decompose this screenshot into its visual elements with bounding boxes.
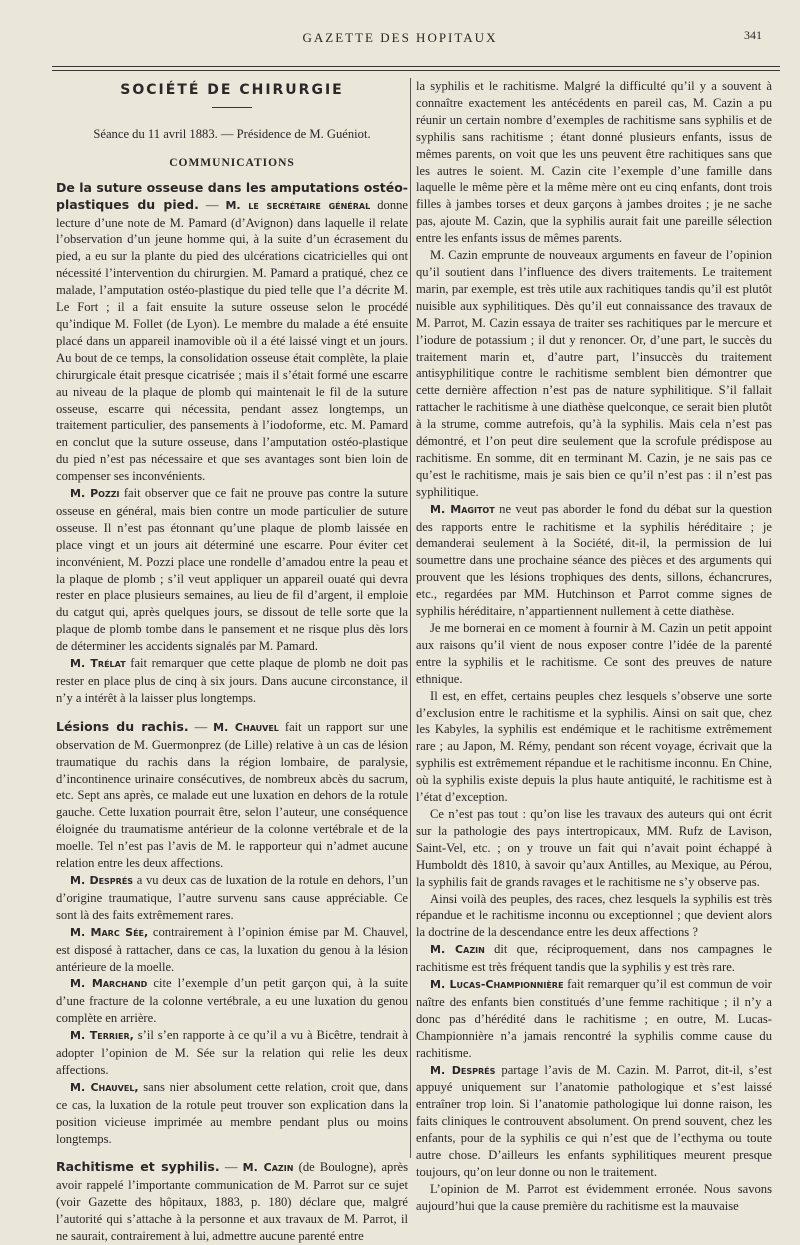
topic-heading: Rachitisme et syphilis. [56,1159,220,1175]
paragraph-text: (de Boulogne), après avoir rappelé l’importante communication de M. Parrot sur ce sujet (voir Gazette des hôpitaux, 1883, p. 180) déclare que, malgré l’autorité qui s’attache à la personne et aux travaux de M. Parrot, il ne saurait, contrairement à lui, admettre aucune parenté entre [56,1160,409,1244]
speaker-name: M. Després [70,873,134,887]
column-divider [410,78,411,1158]
topic-heading: Lésions du rachis. [56,718,189,734]
paragraph-text: L’opinion de M. Parrot est évidemment erronée. Nous savons aujourd’hui que la cause première du rachitisme est la mauvaise [416,1181,772,1213]
paragraph-text: a vu deux cas de luxation de la rotule en dehors, l’un d’origine traumatique, l’autre survenu sans cause appréciable. Ce sont là des faits extrêmement rares. [56,872,408,922]
paragraph [56,975,408,1027]
header-rule [52,66,780,67]
paragraph-text: fait remarquer qu’il est commun de voir naître des enfants bien constitués d’une femme rachitique ; il n’y a donc pas d’hérédité dans le rachitisme ; en outre, M. Lucas-Championnière n’a jamais rencontré la syphilis comme cause du rachitisme. [416,977,772,1060]
speaker-name: M. Pozzi [70,487,120,501]
right-column [416,78,772,1215]
paragraph [416,78,772,247]
paragraph-text: Ce n’est pas tout : qu’on lise les travaux des auteurs qui ont écrit sur la pathologie des pays intertropicaux, MM. Rufz de Lavison, Saint-Vel, etc. ; on y trouve un fait qui n’avait point échappé à Humboldt dès 1810, à savoir qu’aux Antilles, au Mexique, au Pérou, la syphilis fait de grands ravages et le rachitisme ne s’y observe pas. [416,806,772,889]
paragraph [416,247,772,501]
session-line: Séance du 11 avril 1883. — Présidence de M. Guéniot. [93,126,371,141]
communications-heading: COMMUNICATIONS [169,156,295,169]
paragraph-text: partage l’avis de M. Cazin. M. Parrot, dit-il, s’est appuyé uniquement sur l’anatomie pathologique et s’est laissé entraîner trop loin. Si l’anatomie pathologique lui donne raison, les faits cliniques le controuvent absolument. On prend souvent, chez les enfants, pour de la syphilis ce qui n’est que de l’ecthyma ou toute autre chose. D’ailleurs les enfants syphilitiques meurent presque toujours, qu’on leur donne ou non le traitement. [416,1062,772,1179]
speaker-name: M. Després [430,1063,496,1077]
speaker-name: M. le secrétaire général [225,198,371,212]
paragraph [416,620,772,688]
paragraph [56,1079,408,1148]
speaker-name: M. Cazin [242,1161,294,1175]
paragraph [416,806,772,891]
paragraph-text: s’il s’en rapporte à ce qu’il a vu à Bicêtre, tendrait à adopter l’opinion de M. Sée sur la relation qui relie les deux affections. [56,1028,408,1077]
paragraph [416,976,772,1062]
title-rule [212,107,252,108]
paragraph [416,891,772,942]
paragraph [56,1027,408,1079]
paragraph [56,655,408,707]
paragraph [56,924,408,976]
speaker-name: M. Trélat [70,657,126,671]
page-number: 341 [744,28,762,42]
paragraph-text: donne lecture d’une note de M. Pamard (d’Avignon) dans laquelle il relate l’observation d’un jeune homme qui, à la suite d’un écrasement du pied, a eu sur la plante du pied des ulcérations cicatricielles qui ont nécessité l’intervention du chirurgien. M. Pamard a pratiqué, chez ce malade, l’amputation ostéo-plastique du pied telle que l’a décrite M. Le Fort ; il a fait ensuite la suture osseuse selon le procédé qu’indique M. Follet (de Lyon). Le membre du malade a été ensuite placé dans un appareil inamovible où il a été laissé vingt et un jours. Au bout de ce temps, la consolidation osseuse était complète, la plaie chirurgicale était presque cicatrisée ; mais il s’était formé une escarre au niveau de la plaque de plomb qui maintenait le fil de la suture osseuse, escarre qui nécessita, pendant assez longtemps, un traitement particulier, des pansements à l’iodoforme, etc. M. Pamard en conclut que la suture osseuse, dans l’amputation ostéo-plastique du pied n’est pas nécessaire et que ses avantages sont bien loin de compenser ses inconvénients. [56,197,409,484]
paragraph: Lésions du rachis. — M. Chauvel fait un rapport sur une observation de M. Guermonprez (de Lille) relative à un cas de lésion traumatique du rachis dans la région lombaire, de paralysie, d’incontinence urinaire consécutives, de nombreux abcès du sacrum, etc. Sept ans après, ce malade eut une luxation en dehors de la rotule gauche. Cette luxation pourrait être, selon l’auteur, une conséquence éloignée du traumatisme antérieur de la colonne vertébrale et de la moelle. Tel n’est pas l’avis de M. le rapporteur qui n’admet aucune relation entre les deux affections. [56,718,409,871]
paragraph [56,872,408,924]
speaker-name: M. Lucas-Championnière [430,978,564,992]
paragraph-text: ne veut pas aborder le fond du débat sur la question des rapports entre le rachitisme et la syphilis héréditaire ; je demanderai seulement à la Société, dit-il, la permission de lui soumettre dans une prochaine séance des pièces et des arguments qui prouvent que les lésions trophiques des dents, sillons, échancrures, etc., regardées par MM. Hutchinson et Parrot comme signes de syphilis héréditaire, n’appartiennent nullement à cette diathèse. [416,501,772,619]
paragraph: De la suture osseuse dans les amputations ostéo-plastiques du pied. — M. le secrétaire général donne lecture d’une note de M. Pamard (d’Avignon) dans laquelle il relate l’observation d’un jeune homme qui, à la suite d’un écrasement du pied, a eu sur la plante du pied des ulcérations cicatricielles qui ont nécessité l’intervention du chirurgien. M. Pamard a pratiqué, chez ce malade, l’amputation ostéo-plastique du pied telle que l’a décrite M. Le Fort ; il a fait ensuite la suture osseuse selon le procédé qu’indique M. Follet (de Lyon). Le membre du malade a été ensuite placé dans un appareil inamovible où il a été laissé vingt et un jours. Au bout de ce temps, la consolidation osseuse était complète, la plaie chirurgicale était presque cicatrisée ; mais il s’était formé une escarre au niveau de la plaque de plomb qui maintenait le fil de la suture osseuse, escarre qui nécessita, pendant assez longtemps, un traitement particulier, des pansements à l’iodoforme, etc. M. Pamard en conclut que la suture osseuse, dans l’amputation ostéo-plastique du pied n’est pas nécessaire et que ses avantages sont bien loin de compenser ses inconvénients. [56,179,409,484]
speaker-name: M. Marc Sée, [70,925,149,939]
speaker-name: M. Magitot [430,502,495,516]
paragraph [416,1062,772,1181]
speaker-name: M. Chauvel [213,720,279,734]
paragraph [416,1181,772,1215]
header-rule-thin [52,70,780,71]
paragraph [56,485,408,655]
paragraph-text: fait observer que ce fait ne prouve pas contre la suture osseuse en général, mais bien contre un mode particulier de suture osseuse. Il n’est pas étonnant qu’une plaque de plomb laissée en place vingt et un jours ait déterminé une escarre. Pour éviter cet inconvénient, M. Pozzi place une rondelle d’amadou entre la peau et la plaque de plomb ; s’il veut appliquer un appareil ouaté qui devra rester en place plusieurs semaines, au lieu de fil d’argent, il emploie du catgut qui, après quelques jours, se dissout de telle sorte que la plaque de plomb tombe dans le pansement et ne risque plus dès lors de déterminer les accidents signalés par M. Pamard. [56,486,408,654]
paragraph-text: Je me bornerai en ce moment à fournir à M. Cazin un petit appoint aux raisons qu’il vient de nous exposer contre l’idée de la parenté entre la syphilis et le rachitisme. Ce sont des preuves de nature ethnique. [416,621,772,686]
speaker-name: M. Chauvel, [70,1080,139,1094]
left-column [56,78,408,1245]
running-title: GAZETTE DES HOPITAUX [302,30,498,45]
speaker-name: M. Marchand [70,977,148,991]
paragraph-text: la syphilis et le rachitisme. Malgré la difficulté qu’il y a souvent à connaître exactement les antécédents en pareil cas, M. Cazin a pu réunir un certain nombre d’exemples de rachitisme sans syphilis et de syphilis sans rachitisme ; étant donné plusieurs enfants, issus de mêmes parents, on voit que les uns peuvent être rachitiques sans que les autres le soient. M. Cazin cite l’exemple d’une famille dans laquelle le même père et la même mère ont eu cinq enfants, dont trois filles à jambes torses et deux garçons à jambes droites ; je ne sache pas, ajoute M. Cazin, que la syphilis aurait fait une pareille sélection entre les enfants issus de mêmes parents. [416,79,772,246]
paragraph-text: Ainsi voilà des peuples, des races, chez lesquels la syphilis est très répandue et le rachitisme inconnu ou exceptionnel ; que devient alors la doctrine de la descendance entre les deux affections ? [416,891,772,940]
paragraph-text: sans nier absolument cette relation, croit que, dans ce cas, la luxation de la rotule peut trouver son explication dans la position vicieuse imprimée au membre pendant plus ou moins longtemps. [56,1079,408,1146]
speaker-name: M. Cazin [430,943,485,957]
speaker-name: M. Terrier, [70,1029,134,1043]
paragraph-text: cite l’exemple d’un petit garçon qui, à la suite d’une fracture de la colonne vertébrale, a eu une luxation du genou complète en arrière. [56,976,408,1026]
paragraph-text: Il est, en effet, certains peuples chez lesquels s’observe une sorte d’exclusion entre le rachitisme et la syphilis. Ainsi on sait que, chez les Kabyles, la syphilis est endémique et le rachitisme extrêmement rare ; au Japon, M. Rémy, pendant son récent voyage, écrivait que la syphilis est extrêmement répandue et le rachitisme inconnu. En Chine, où la syphilis existe depuis la plus haute antiquité, le rachitisme est à l’état d’exception. [416,688,772,805]
paragraph-text: M. Cazin emprunte de nouveaux arguments en faveur de l’opinion qu’il soutient dans l’influence des divers traitements. Le traitement marin, par exemple, est très utile aux rachitiques tandis qu’il est plutôt nuisible aux syphilitiques. Dès qu’il eut connaissance des travaux de M. Parrot, M. Cazin essaya de traiter ses rachitiques par le mercure et l’iodure de potassium ; il dut y renoncer. Or, d’une part, le succès du traitement marin et, d’autre part, l’insuccès du traitement antisyphilitique contre le rachitisme semblent bien démontrer que cette dernière affection n’est pas de nature syphilitique. S’il fallait rattacher le rachitisme à une diathèse quelconque, ce serait bien plutôt à la strume, comme autrefois, qu’à la syphilis. Mais cela n’est pas démontré, et l’on peut dire seulement que la scrofule prédispose au rachitisme. En somme, dit en terminant M. Cazin, je ne sais pas ce qu’est le rachitisme, mais je sais bien ce qu’il n’est pas : il n’est pas syphilitique. [416,248,772,499]
topic-heading: De la suture osseuse dans les amputations ostéo-plastiques du pied. [56,179,408,212]
paragraph [416,941,772,976]
paragraph-text: fait remarquer que cette plaque de plomb ne doit pas rester en place plus de cinq à six jours. Dans aucune circonstance, il n’y a intérêt à la laisser plus longtemps. [56,656,408,705]
section-title: SOCIÉTÉ DE CHIRURGIE [120,82,344,98]
paragraph-text: fait un rapport sur une observation de M. Guermonprez (de Lille) relative à un cas de lésion traumatique du rachis dans la région lombaire, de paralysie, d’incontinence urinaire consécutives, de nombreux abcès du sacrum, etc. Sept ans après, ce malade eut une luxation en dehors de la rotule gauche. Cette luxation pourrait être, selon l’auteur, une conséquence éloignée du traumatisme antérieur de la colonne vertébrale et de la moelle. Tel n’est pas l’avis de M. le rapporteur qui n’admet aucune relation entre les deux affections. [56,719,409,871]
paragraph-text: dit que, réciproquement, dans nos campagnes le rachitisme est très fréquent tandis que la syphilis y est très rare. [416,942,772,975]
paragraph [416,501,772,620]
paragraph: Rachitisme et syphilis. — M. Cazin (de Boulogne), après avoir rappelé l’importante communication de M. Parrot sur ce sujet (voir Gazette des hôpitaux, 1883, p. 180) déclare que, malgré l’autorité qui s’attache à la personne et aux travaux de M. Parrot, il ne saurait, contrairement à lui, admettre aucune parenté entre [56,1159,409,1244]
paragraph-text: contrairement à l’opinion émise par M. Chauvel, est disposé à rattacher, dans ce cas, la luxation du genou à la lésion antérieure de la moelle. [56,924,408,974]
paragraph [416,688,772,806]
